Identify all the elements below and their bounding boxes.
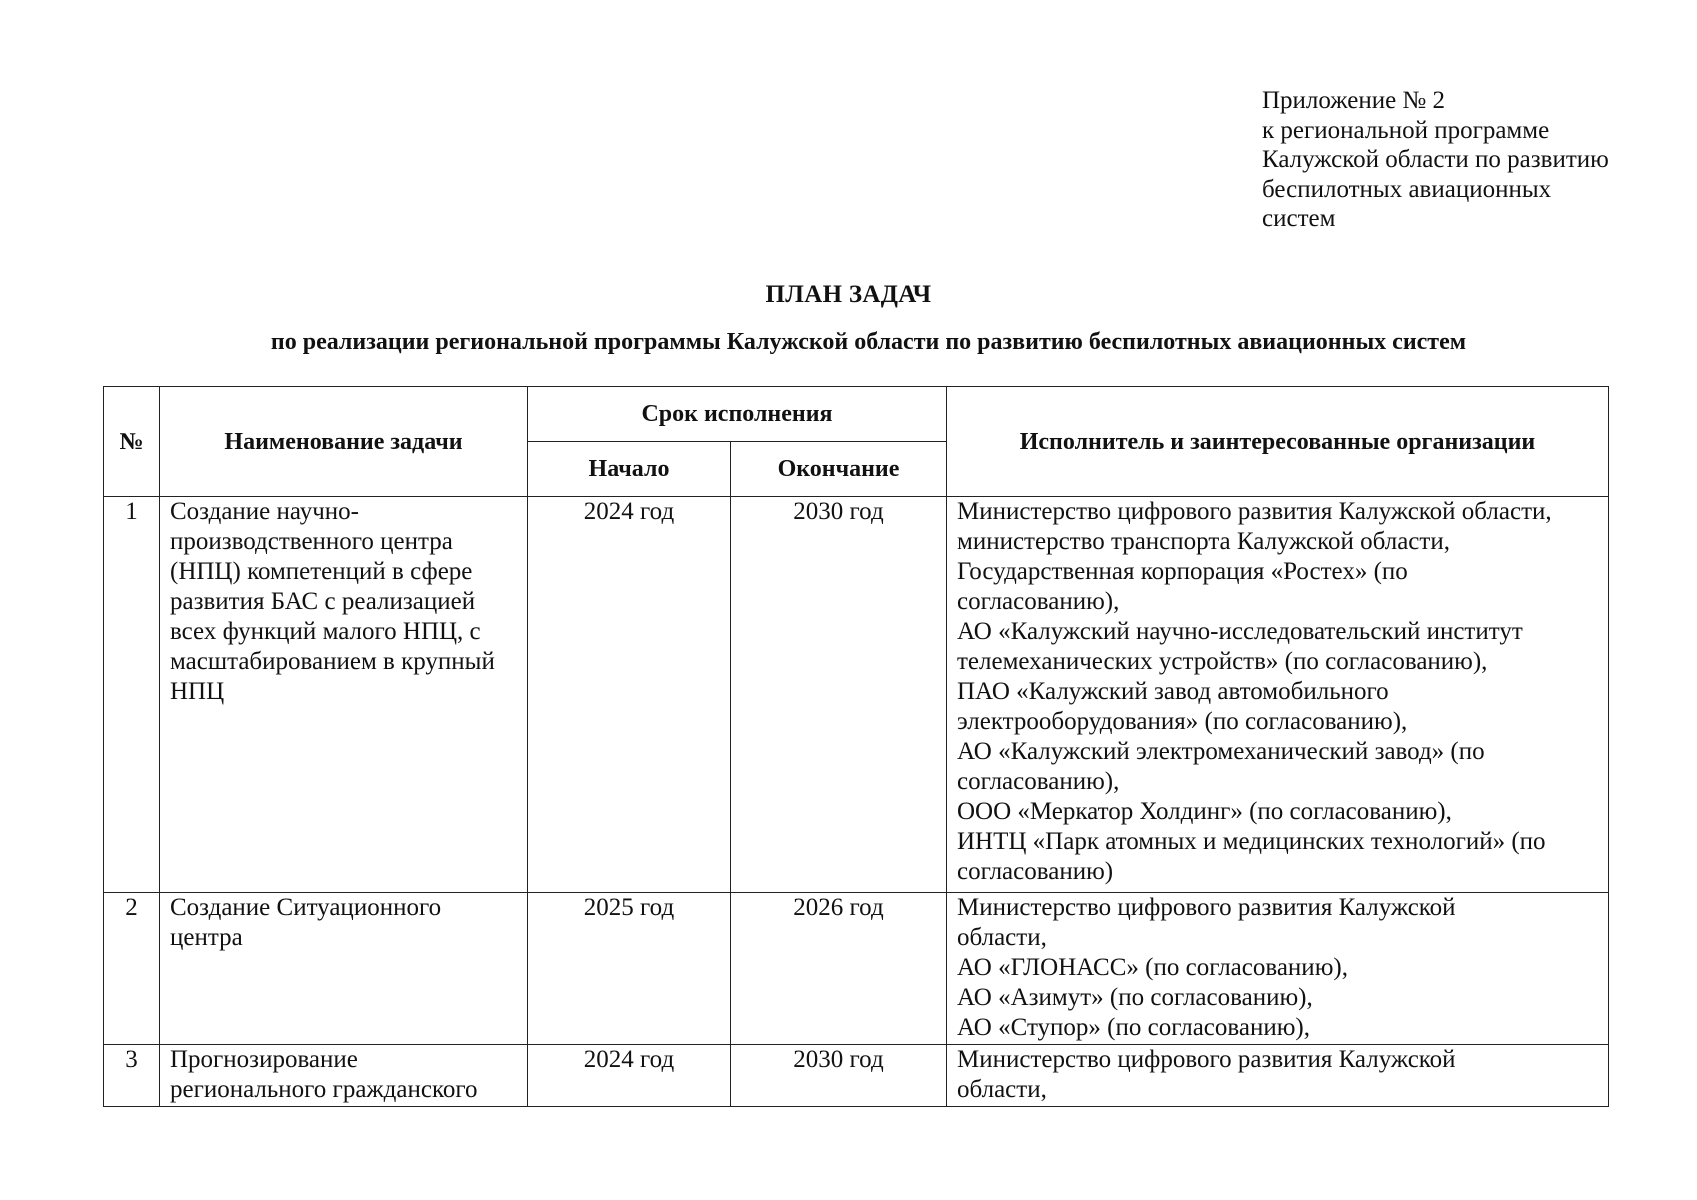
header-row [104, 387, 1609, 442]
table-body [104, 497, 1609, 1107]
task-name-line: развития БАС с реализацией [170, 588, 476, 615]
table-header [104, 387, 1609, 497]
document-subtitle: по реализации региональной программы Калужской области по развитию беспилотных авиационных систем [270, 329, 1467, 355]
executor-line: области, [957, 924, 1047, 951]
table-row [104, 1045, 1609, 1107]
header-num: № [104, 387, 160, 497]
task-name-line: НПЦ [170, 678, 225, 705]
task-name-line: всех функций малого НПЦ, с [170, 618, 481, 645]
header-deadline: Срок исполнения [528, 387, 947, 442]
task-name-line: Создание научно- [170, 498, 360, 525]
tasks-table [103, 386, 1609, 1107]
appendix-line: беспилотных авиационных [1262, 175, 1552, 203]
task-name-line: регионального гражданского [170, 1076, 478, 1103]
executor-line: ООО «Меркатор Холдинг» (по согласованию), [957, 798, 1452, 825]
row-num: 1 [104, 497, 160, 893]
header-start: Начало [528, 442, 731, 497]
task-name-line: Прогнозирование [170, 1046, 358, 1073]
executor-line: телемеханических устройств» (по согласованию), [957, 648, 1488, 675]
executor-line: министерство транспорта Калужской области, [957, 528, 1450, 555]
executor-line: ПАО «Калужский завод автомобильного [957, 678, 1389, 705]
row-start: 2024 год [528, 1045, 731, 1107]
row-task-name [160, 497, 528, 893]
appendix-line: Калужской области по развитию [1262, 146, 1609, 173]
appendix-line: к региональной программе [1262, 116, 1550, 144]
header-executor: Исполнитель и заинтересованные организации [947, 387, 1609, 497]
executor-line: области, [957, 1076, 1047, 1103]
row-end: 2026 год [731, 893, 947, 1045]
executor-line: Министерство цифрового развития Калужской [957, 1046, 1456, 1073]
executor-line: электрооборудования» (по согласованию), [957, 708, 1408, 735]
executor-line: согласованию), [957, 768, 1120, 795]
executor-line: АО «ГЛОНАСС» (по согласованию), [957, 954, 1348, 981]
row-end: 2030 год [731, 1045, 947, 1107]
row-executor [947, 1045, 1609, 1107]
row-task-name [160, 893, 528, 1045]
executor-line: Государственная корпорация «Ростех» (по [957, 558, 1408, 585]
executor-line: согласованию), [957, 588, 1120, 615]
executor-line: ИНТЦ «Парк атомных и медицинских технологий» (по [957, 828, 1546, 855]
row-start: 2025 год [528, 893, 731, 1045]
appendix-line: Приложение № 2 [1262, 87, 1446, 114]
executor-line: АО «Калужский научно-исследовательский институт [957, 618, 1523, 645]
row-executor [947, 497, 1609, 893]
document-title: ПЛАН ЗАДАЧ [765, 281, 932, 308]
executor-line: Министерство цифрового развития Калужской [957, 894, 1456, 921]
table-row [104, 893, 1609, 1045]
executor-line: АО «Азимут» (по согласованию), [957, 984, 1313, 1011]
appendix-note [1262, 86, 1682, 234]
executor-line: согласованию) [957, 858, 1114, 885]
header-end: Окончание [731, 442, 947, 497]
task-name-line: центра [170, 924, 243, 951]
executor-line: АО «Ступор» (по согласованию), [957, 1014, 1310, 1041]
task-name-line: (НПЦ) компетенций в сфере [170, 558, 473, 585]
row-num: 2 [104, 893, 160, 1045]
executor-line: Министерство цифрового развития Калужской области, [957, 498, 1552, 525]
row-num: 3 [104, 1045, 160, 1107]
task-name-line: Создание Ситуационного [170, 894, 442, 921]
row-executor [947, 893, 1609, 1045]
row-task-name [160, 1045, 528, 1107]
row-start: 2024 год [528, 497, 731, 893]
header-task-name: Наименование задачи [160, 387, 528, 497]
task-name-line: масштабированием в крупный [170, 648, 495, 675]
table-row [104, 497, 1609, 893]
appendix-line: систем [1262, 205, 1336, 232]
executor-line: АО «Калужский электромеханический завод» (по [957, 738, 1485, 765]
row-end: 2030 год [731, 497, 947, 893]
task-name-line: производственного центра [170, 528, 453, 555]
